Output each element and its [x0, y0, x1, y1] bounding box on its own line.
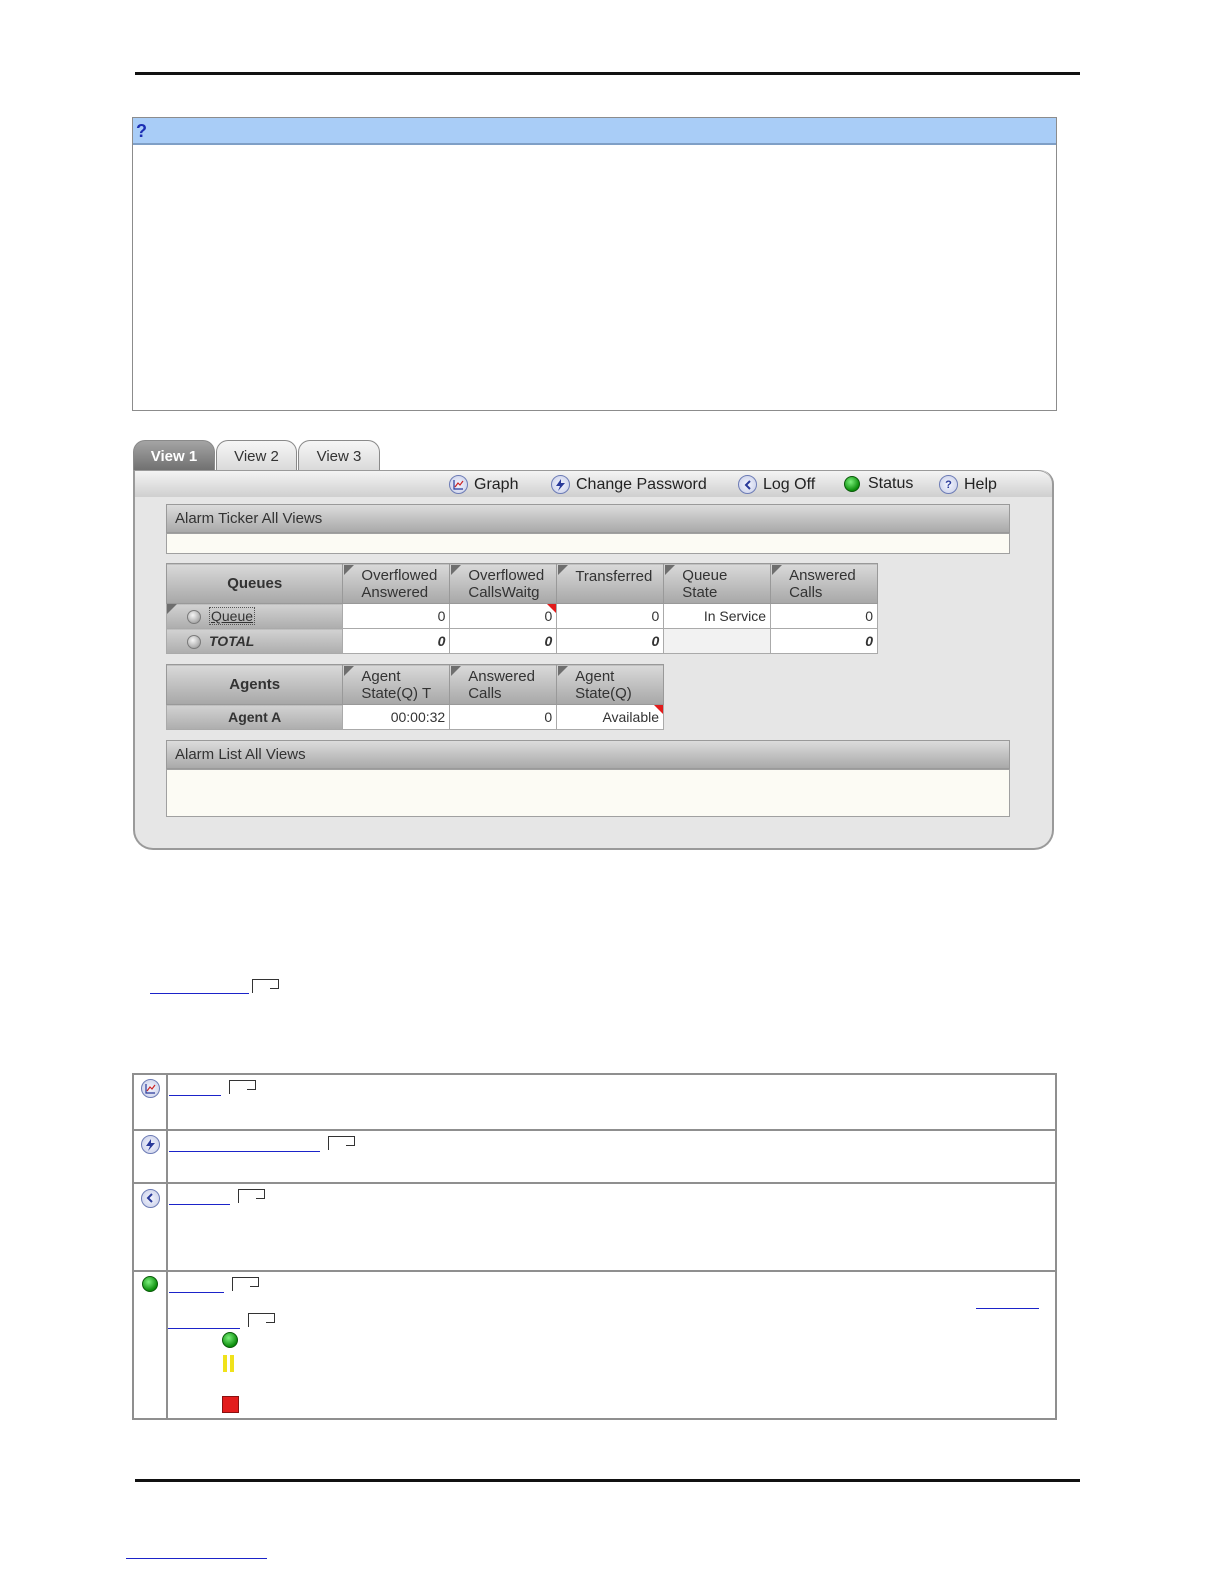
change-password-label: Change Password: [576, 475, 707, 493]
col-line1: Answered: [789, 566, 856, 584]
col-line2: Calls: [789, 583, 823, 601]
col-overflowed-callswaitg[interactable]: [450, 564, 557, 604]
sort-flag-icon: [451, 565, 461, 575]
col-line1: Overflowed: [468, 566, 545, 584]
sort-flag-icon: [665, 565, 675, 575]
table-cell: 0: [771, 629, 878, 654]
log-off-button[interactable]: [738, 475, 815, 494]
status-green-icon: [844, 476, 860, 492]
change-password-button[interactable]: [551, 475, 707, 494]
radio-icon[interactable]: [187, 610, 201, 624]
table-row: [167, 705, 664, 730]
ref-icon-cell: [133, 1130, 167, 1183]
table-cell: 00:00:32: [343, 705, 450, 730]
ref-row-log-off: [133, 1183, 1056, 1271]
back-arrow-icon: [141, 1189, 160, 1208]
graph-label: Graph: [474, 475, 519, 493]
agents-lead-header: Agents: [167, 665, 343, 705]
ref-row-change-password: [133, 1130, 1056, 1183]
page-reference-icon: [248, 1313, 275, 1327]
col-agent-state[interactable]: [557, 665, 664, 705]
sort-flag-icon: [558, 565, 568, 575]
graph-icon: [141, 1079, 160, 1098]
page-reference-icon: [229, 1080, 256, 1094]
page-reference-icon: [328, 1136, 355, 1150]
ref-icon-cell: [133, 1074, 167, 1130]
col-line1: Answered: [468, 667, 535, 685]
queues-header-row: [167, 564, 878, 604]
alarm-ticker-header: Alarm Ticker All Views: [166, 504, 1010, 533]
agents-table: [166, 664, 664, 730]
table-cell: [664, 629, 771, 654]
queues-lead-header: Queues: [167, 564, 343, 604]
change-password-link[interactable]: [169, 1135, 320, 1152]
footer-link[interactable]: [126, 1558, 267, 1559]
help-note-header: [133, 118, 1056, 145]
col-line2: State: [682, 583, 718, 601]
graph-icon: [449, 475, 468, 494]
status-reference-link-cont[interactable]: [168, 1312, 240, 1329]
table-cell: 0: [450, 705, 557, 730]
status-label: Status: [868, 475, 914, 492]
table-cell: [557, 705, 664, 730]
sort-flag-icon: [167, 604, 177, 614]
table-cell: 0: [557, 629, 664, 654]
page-reference-icon: [238, 1189, 265, 1203]
ref-row-status: [133, 1271, 1056, 1419]
alarm-list-body: [166, 769, 1010, 817]
alarm-ticker-body: [166, 533, 1010, 554]
table-cell: 0: [343, 604, 450, 629]
total-label: TOTAL: [209, 632, 255, 649]
status-button[interactable]: [844, 475, 913, 493]
queue-name[interactable]: Queue: [211, 607, 254, 624]
back-arrow-icon: [738, 475, 757, 494]
cell-value: 0: [544, 608, 553, 624]
col-line1: Agent: [361, 667, 401, 685]
ref-icon-cell: [133, 1183, 167, 1271]
status-reference-link[interactable]: [976, 1292, 1039, 1309]
table-cell: [450, 604, 557, 629]
table-cell: 0: [450, 629, 557, 654]
ref-text-cell: [167, 1074, 1056, 1130]
sort-flag-icon: [344, 666, 354, 676]
log-off-label: Log Off: [763, 475, 816, 493]
graph-button[interactable]: [449, 475, 518, 494]
queue-row-head[interactable]: [167, 604, 343, 629]
cross-reference-link[interactable]: [150, 993, 249, 994]
col-line1: Transferred: [575, 568, 653, 585]
status-available-icon: [222, 1332, 238, 1348]
col-line1: Queue: [682, 566, 728, 584]
page-reference-icon: [252, 979, 279, 993]
table-cell: 0: [343, 629, 450, 654]
ref-row-graph: [133, 1074, 1056, 1130]
queues-table: [166, 563, 878, 654]
page-reference-icon: [232, 1277, 259, 1291]
toolbar: [135, 470, 1052, 497]
tab-view-2[interactable]: View 2: [216, 440, 297, 471]
table-row: [167, 629, 878, 654]
wallboard-frame: [133, 470, 1054, 850]
log-off-link[interactable]: [169, 1188, 230, 1205]
table-row: [167, 604, 878, 629]
lightning-icon: [141, 1135, 160, 1154]
question-mark-icon: ?: [136, 121, 147, 141]
toolbar-reference-table: [132, 1073, 1057, 1420]
col-line2: Calls: [468, 684, 502, 702]
col-overflowed-answered[interactable]: [343, 564, 450, 604]
table-cell: 0: [771, 604, 878, 629]
col-line2: CallsWaitg: [468, 583, 540, 601]
alarm-flag-icon: [547, 604, 556, 613]
status-green-icon: [142, 1276, 158, 1292]
col-line2: Answered: [361, 583, 429, 601]
graph-link[interactable]: [169, 1079, 221, 1096]
ref-icon-cell: [133, 1271, 167, 1419]
col-line2: State(Q) T: [361, 684, 432, 702]
col-answered-calls[interactable]: [450, 665, 557, 705]
sort-flag-icon: [772, 565, 782, 575]
agent-name[interactable]: Agent A: [167, 705, 343, 730]
bottom-rule: [135, 1479, 1080, 1482]
table-cell: 0: [557, 604, 664, 629]
help-button[interactable]: [939, 475, 997, 494]
help-label: Help: [964, 475, 997, 493]
tab-view-1[interactable]: View 1: [133, 440, 215, 471]
sort-flag-icon: [451, 666, 461, 676]
status-paused-icon: [222, 1355, 236, 1372]
col-transferred[interactable]: [557, 564, 664, 604]
ref-text-cell: [167, 1130, 1056, 1183]
lightning-icon: [551, 475, 570, 494]
col-agent-state-time[interactable]: [343, 665, 450, 705]
col-line1: Overflowed: [361, 566, 438, 584]
help-note-box: [132, 117, 1057, 411]
cell-value: Available: [602, 709, 659, 725]
agents-header-row: [167, 665, 664, 705]
alarm-list-header: Alarm List All Views: [166, 740, 1010, 769]
col-answered-calls[interactable]: [771, 564, 878, 604]
status-stopped-icon: [222, 1396, 239, 1413]
sort-flag-icon: [344, 565, 354, 575]
alarm-flag-icon: [654, 705, 663, 714]
help-icon: ?: [939, 475, 958, 494]
tab-view-3[interactable]: View 3: [298, 440, 380, 471]
status-link[interactable]: [169, 1276, 224, 1293]
total-row-head: [167, 629, 343, 654]
top-rule: [135, 72, 1080, 75]
radio-icon[interactable]: [187, 635, 201, 649]
col-line2: State(Q): [575, 684, 632, 702]
col-line1: Agent: [575, 667, 615, 685]
table-cell: In Service: [664, 604, 771, 629]
sort-flag-icon: [558, 666, 568, 676]
col-queue-state[interactable]: [664, 564, 771, 604]
ref-text-cell: [167, 1183, 1056, 1271]
ref-text-cell: [167, 1271, 1056, 1419]
